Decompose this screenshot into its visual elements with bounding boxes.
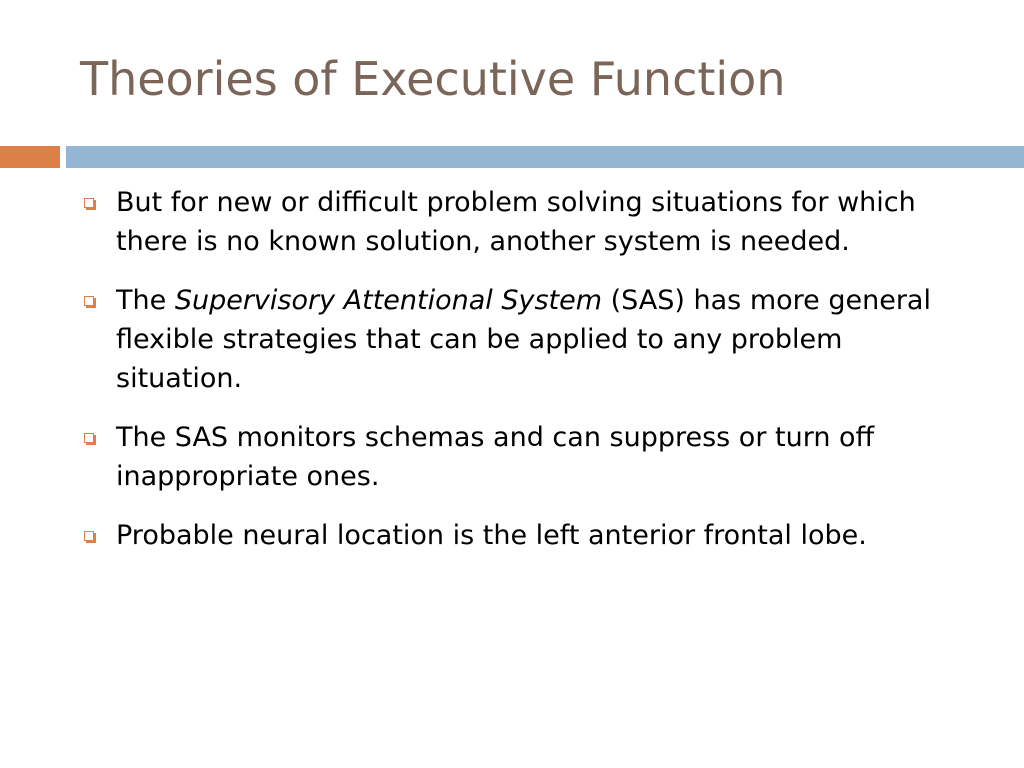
square-bullet-icon (84, 433, 94, 443)
bullet-item (80, 516, 950, 555)
bullet-text: Probable neural location is the left anterior frontal lobe. (116, 520, 867, 551)
bullet-list (80, 183, 950, 575)
bullet-text-emphasis: Supervisory Attentional System (174, 285, 603, 316)
bullet-item (80, 183, 950, 261)
bullet-item (80, 281, 950, 398)
bullet-text-suffix: (SAS) has more general flexible strategies that can be applied to any problem situation. (116, 285, 931, 394)
square-bullet-icon (84, 531, 94, 541)
bullet-text: But for new or difficult problem solving situations for which there is no known solution, another system is needed. (116, 187, 916, 257)
bullet-text: The SAS monitors schemas and can suppress or turn off inappropriate ones. (116, 422, 875, 492)
square-bullet-icon (84, 296, 94, 306)
accent-bar-blue (66, 146, 1024, 168)
bullet-text-prefix: The (116, 285, 175, 316)
bullet-item (80, 418, 950, 496)
accent-bar-orange (0, 146, 60, 168)
square-bullet-icon (84, 198, 94, 208)
slide-title: Theories of Executive Function (80, 52, 786, 106)
